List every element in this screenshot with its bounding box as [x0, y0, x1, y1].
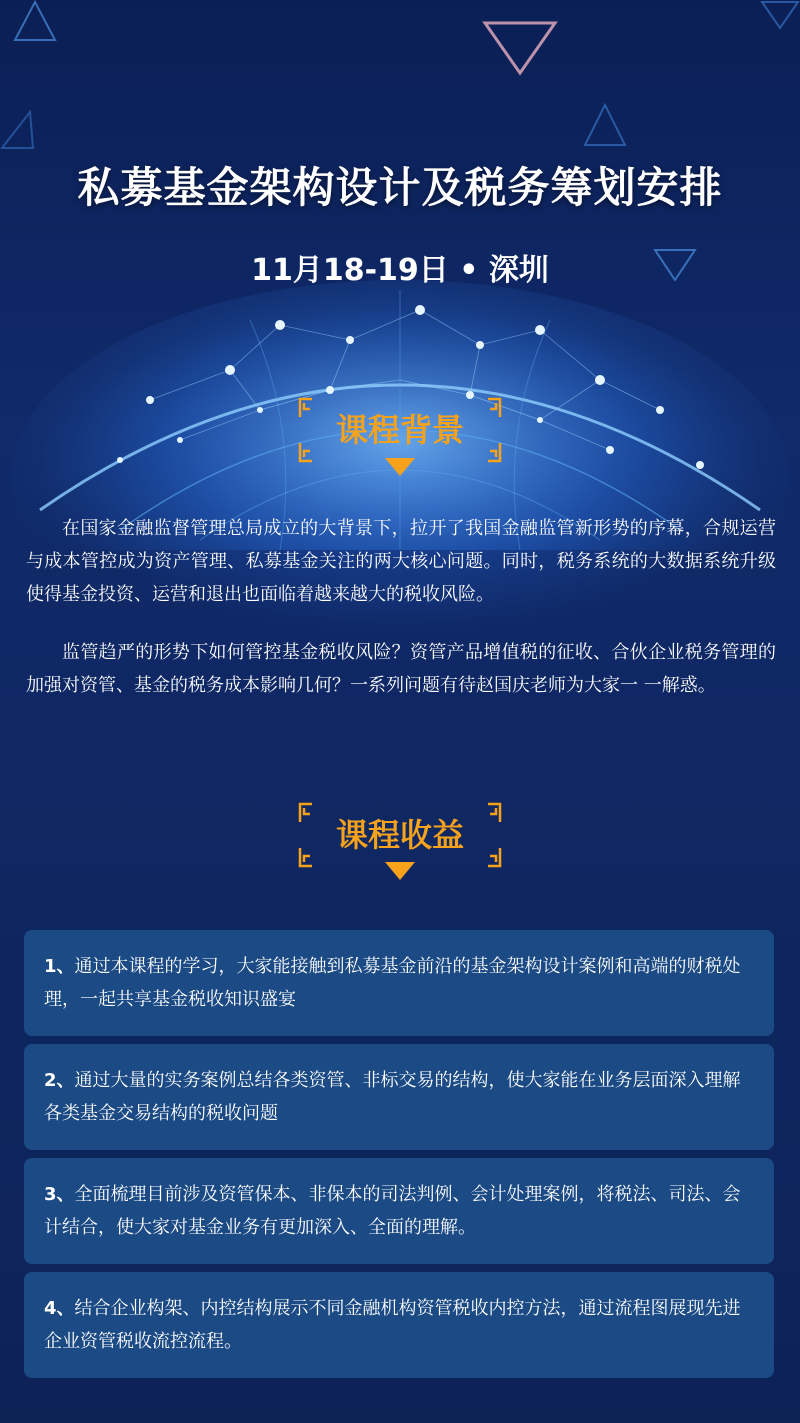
triangle-decoration-icon: [480, 18, 560, 78]
benefit-card: [24, 1044, 774, 1150]
section-heading-background: [290, 395, 510, 465]
benefit-number: 3、: [44, 1184, 75, 1205]
section-heading-label: 课程收益: [335, 816, 464, 854]
benefit-text: [44, 1178, 744, 1244]
arrow-down-icon: [385, 458, 415, 476]
benefit-number: 2、: [44, 1070, 75, 1091]
section-heading-benefits: [290, 800, 510, 870]
benefit-number: 1、: [44, 956, 75, 977]
benefit-description: 全面梳理目前涉及资管保本、非保本的司法判例、会计处理案例，将税法、司法、会计结合，使大家对基金业务有更加深入、全面的理解。: [44, 1184, 741, 1238]
benefit-description: 通过大量的实务案例总结各类资管、非标交易的结构，使大家能在业务层面深入理解各类基金交易结构的税收问题: [44, 1070, 741, 1124]
arrow-down-icon: [385, 862, 415, 880]
page-title: 私募基金架构设计及税务筹划安排: [77, 163, 723, 212]
background-paragraph-2: 监管趋严的形势下如何管控基金税收风险？资管产品增值税的征收、合伙企业税务管理的加强对资管、基金的税务成本影响几何？一系列问题有待赵国庆老师为大家一 一解惑。: [26, 642, 776, 696]
background-paragraph-1: 在国家金融监督管理总局成立的大背景下，拉开了我国金融监管新形势的序幕，合规运营与成本管控成为资产管理、私募基金关注的两大核心问题。同时，税务系统的大数据系统升级使得基金投资、运营和退出也面临着越来越大的税收风险。: [26, 518, 776, 605]
triangle-decoration-icon: [580, 100, 630, 150]
date-location: 11月18-19日 • 深圳: [251, 253, 549, 288]
benefit-number: 4、: [44, 1298, 75, 1319]
benefit-card: [24, 930, 774, 1036]
section-heading-label: 课程背景: [335, 411, 464, 449]
benefit-text: [44, 1064, 744, 1130]
benefit-description: 通过本课程的学习，大家能接触到私募基金前沿的基金架构设计案例和高端的财税处理，一起共享基金税收知识盛宴: [44, 956, 741, 1010]
benefit-text: [44, 1292, 744, 1358]
triangle-decoration-icon: [0, 110, 35, 150]
benefit-card: [24, 1272, 774, 1378]
benefit-card: [24, 1158, 774, 1264]
benefit-text: [44, 950, 744, 1016]
benefit-description: 结合企业构架、内控结构展示不同金融机构资管税收内控方法，通过流程图展现先进企业资管税收流控流程。: [44, 1298, 741, 1352]
triangle-decoration-icon: [760, 0, 800, 30]
triangle-decoration-icon: [10, 0, 60, 45]
